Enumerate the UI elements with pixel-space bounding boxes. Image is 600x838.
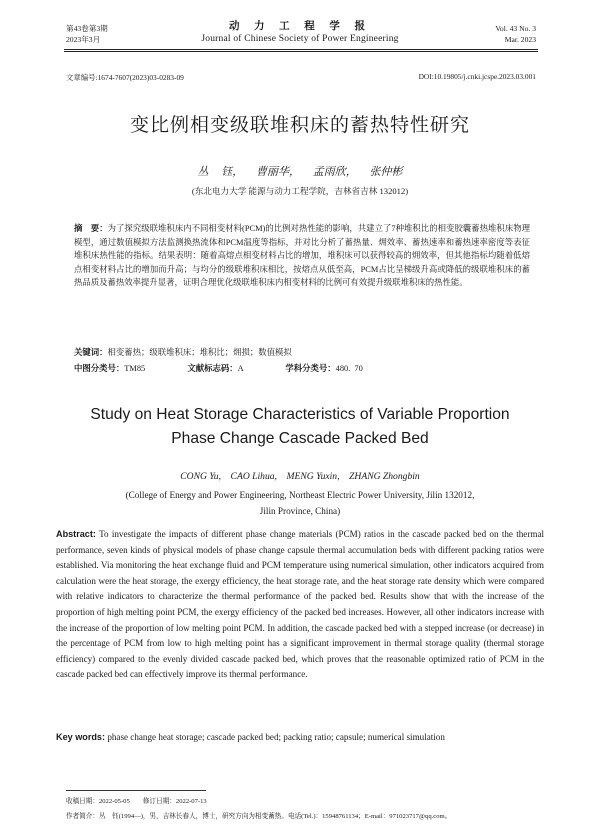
abstract-cn — [74, 222, 530, 290]
footnote-rule — [66, 790, 206, 791]
header-volume-cn: 第43卷第3期 — [66, 24, 108, 33]
subject-code-label: 学科分类号： — [285, 364, 336, 373]
title-en-line-2: Phase Change Cascade Packed Bed — [171, 430, 429, 447]
abstract-cn-text: 为了探究级联堆积床内不同相变材料(PCM)的比例对热性能的影响，共建立了7种堆积比的相变胶囊蓄热堆积床物理模型，通过数值模拟方法监测换热流体和PCM温度等指标，并对比分析了蓄热量、㶲效率、蓄热速率和蓄热速率密度等表征堆积床热性能的指标。结果表明：随着高熔点相变材料占比的增加，堆积床可以获得较高的㶲效率，但其他指标均随着低熔点相变材料占比的增加而升高；与均分的级联堆积床相比，按熔点从低至高，PCM占比呈梯级升高或降低的级联堆积床的蓄热品质及蓄热效率提升显著，证明合理优化级联堆积床内相变材料的比例可有效提升级联堆积床的热性能。 — [74, 224, 530, 288]
header-right — [495, 23, 536, 45]
header-center — [150, 20, 450, 45]
authors-en: CONG Yu, CAO Lihua, MENG Yuxin, ZHANG Zhongbin — [180, 471, 420, 482]
keywords-en-text: phase change heat storage; cascade packed bed; packing ratio; capsule; numerical simulation — [107, 732, 445, 742]
affiliation-en-line-1: (College of Energy and Power Engineering, Northeast Electric Power University, Jilin 132012, — [125, 490, 475, 500]
authors-cn: 丛 钰， 曹丽华， 孟雨欣， 张仲彬 — [197, 166, 403, 178]
header-left — [66, 23, 108, 45]
keywords-cn-text: 相变蓄热；级联堆积床；堆积比；㶲损；数值模拟 — [107, 348, 292, 357]
doc-code-value: A — [237, 364, 244, 373]
header-date-en: Mar. 2023 — [504, 35, 536, 44]
keywords-cn — [74, 346, 530, 360]
affiliation-en — [0, 487, 600, 519]
affiliation-cn: (东北电力大学 能源与动力工程学院，吉林省吉林 132012) — [191, 186, 409, 196]
classification-cn — [74, 362, 530, 376]
subject-code-value: 480. 70 — [335, 364, 363, 373]
title-en — [0, 403, 600, 451]
article-number: 文章编号:1674-7607(2023)03-0283-09 — [66, 73, 184, 82]
journal-title-cn: 动 力 工 程 学 报 — [228, 21, 372, 32]
title-cn: 变比例相变级联堆积床的蓄热特性研究 — [129, 114, 470, 136]
footnote-author-info: 作者简介：丛 钰(1994—)，男，吉林长春人，博士，研究方向为相变蓄热。电话(Tel.)：15948761134；E-mail：971023717@qq.com。 — [66, 813, 452, 820]
keywords-cn-label: 关键词： — [74, 348, 108, 357]
doi: DOI:10.19805/j.cnki.jcspe.2023.03.001 — [418, 72, 536, 81]
doc-code-label: 文献标志码： — [187, 364, 238, 373]
header-rule-thin — [64, 51, 538, 52]
abstract-en-text: To investigate the impacts of different phase change materials (PCM) ratios in the cascade packed bed on the thermal performance, seven kinds of physical models of phase change capsule thermal accumulation beds with different packing ratios were established. Via monitoring the heat exchange fluid and PCM temperature using numerical simulation, other indicators acquired from calculation were the heat storage, the exergy efficiency, the heat storage rate, and the heat storage rate density which were compared with relative indicators to characterize the thermal performance of the packed bed. Results show that with the increase of the proportion of high melting point PCM, the exergy efficiency of the packed bed increases. However, all other indicators increase with the increase of the proportion of low melting point PCM. In addition, the cascade packed bed with a stepped increase (or decrease) in the percentage of PCM from low to high melting point has a significant improvement in thermal storage quality (thermal storage efficiency) compared to the evenly divided cascade packed bed, which proves that the reasonable optimized ratio of PCM in the cascade packed bed can effectively improve its thermal performance. — [56, 529, 545, 680]
clc-value: TM85 — [124, 364, 146, 373]
title-en-line-1: Study on Heat Storage Characteristics of Variable Proportion — [90, 406, 510, 423]
header-volume-en: Vol. 43 No. 3 — [495, 24, 536, 33]
abstract-en-label: Abstract: — [56, 529, 96, 539]
footnote-received: 收稿日期：2022-05-05 修订日期：2022-07-13 — [66, 798, 207, 805]
clc-label: 中图分类号： — [74, 364, 125, 373]
keywords-en — [56, 730, 544, 746]
abstract-cn-label: 摘 要： — [74, 224, 108, 233]
affiliation-en-line-2: Jilin Province, China) — [259, 506, 341, 516]
abstract-en — [56, 527, 544, 683]
header-rule-thick — [64, 49, 538, 50]
journal-title-en: Journal of Chinese Society of Power Engineering — [201, 34, 399, 44]
keywords-en-label: Key words: — [56, 732, 106, 742]
header-date-cn: 2023年3月 — [66, 35, 101, 44]
